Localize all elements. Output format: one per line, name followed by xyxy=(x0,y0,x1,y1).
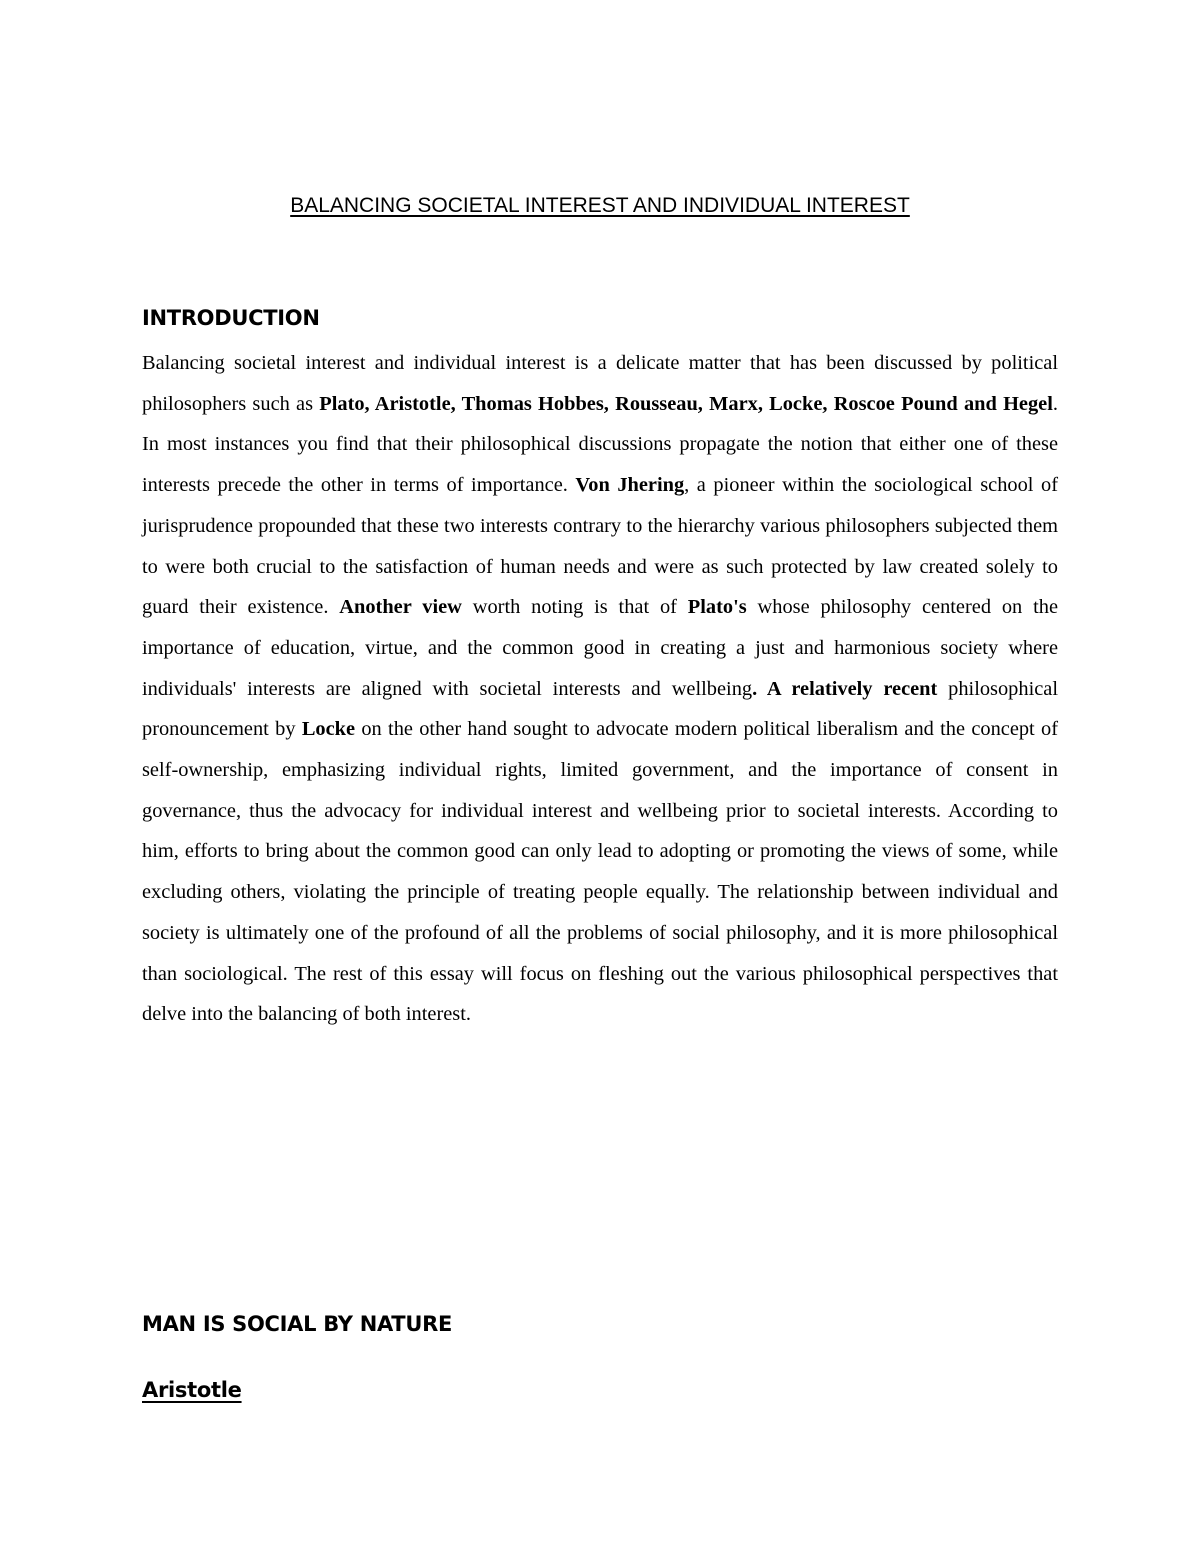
platos-name: Plato's xyxy=(687,596,747,619)
man-social-heading: MAN IS SOCIAL BY NATURE xyxy=(142,1312,452,1336)
philosophers-list: Plato, Aristotle, Thomas Hobbes, Rousseau, Marx, Locke, Roscoe Pound and Hegel xyxy=(319,392,1053,415)
intro-text-7: on the other hand sought to advocate modern political liberalism and the concept of self-ownership, emphasizing individual rights, limited government, and the importance of consent in governance, thus the advocacy for individual interest and wellbeing prior to societal interests. According to him, efforts to bring about the common good can only lead to adopting or promoting the views of some, while excluding others, violating the principle of treating people equally. The relationship between individual and society is ultimately one of the profound of all the problems of social philosophy, and it is more philosophical than sociological. The rest of this essay will focus on fleshing out the various philosophical perspectives that delve into the balancing of both interest. xyxy=(142,718,1058,1026)
intro-text-1: Balancing societal interest and individual interest is a delicate matter that has been discussed by political philosophers such as xyxy=(142,352,1058,415)
introduction-heading: INTRODUCTION xyxy=(142,306,320,330)
relatively-recent-phrase: . A relatively recent xyxy=(752,677,938,700)
introduction-paragraph xyxy=(142,343,1058,1035)
von-jhering-name: Von Jhering xyxy=(575,474,685,497)
document-title: BALANCING SOCIETAL INTEREST AND INDIVIDUAL INTEREST xyxy=(290,194,910,217)
intro-text-2: . In most instances you find that their philosophical discussions propagate the notion that either one of these interests precede the other in terms of importance. xyxy=(142,392,1058,497)
locke-name: Locke xyxy=(301,718,356,741)
intro-text-4: worth noting is that of xyxy=(461,596,688,619)
intro-text-5: whose philosophy centered on the importance of education, virtue, and the common good in creating a just and harmonious society where individuals' interests are aligned with societal interests and wellbeing xyxy=(142,596,1058,700)
intro-text-3: , a pioneer within the sociological school of jurisprudence propounded that these two interests contrary to the hierarchy various philosophers subjected them to were both crucial to the satisfaction of human needs and were as such protected by law created solely to guard their existence. xyxy=(142,474,1058,619)
aristotle-subheading: Aristotle xyxy=(142,1378,242,1402)
intro-text-6: philosophical pronouncement by xyxy=(142,677,1059,741)
another-view-phrase: Another view xyxy=(339,596,462,619)
